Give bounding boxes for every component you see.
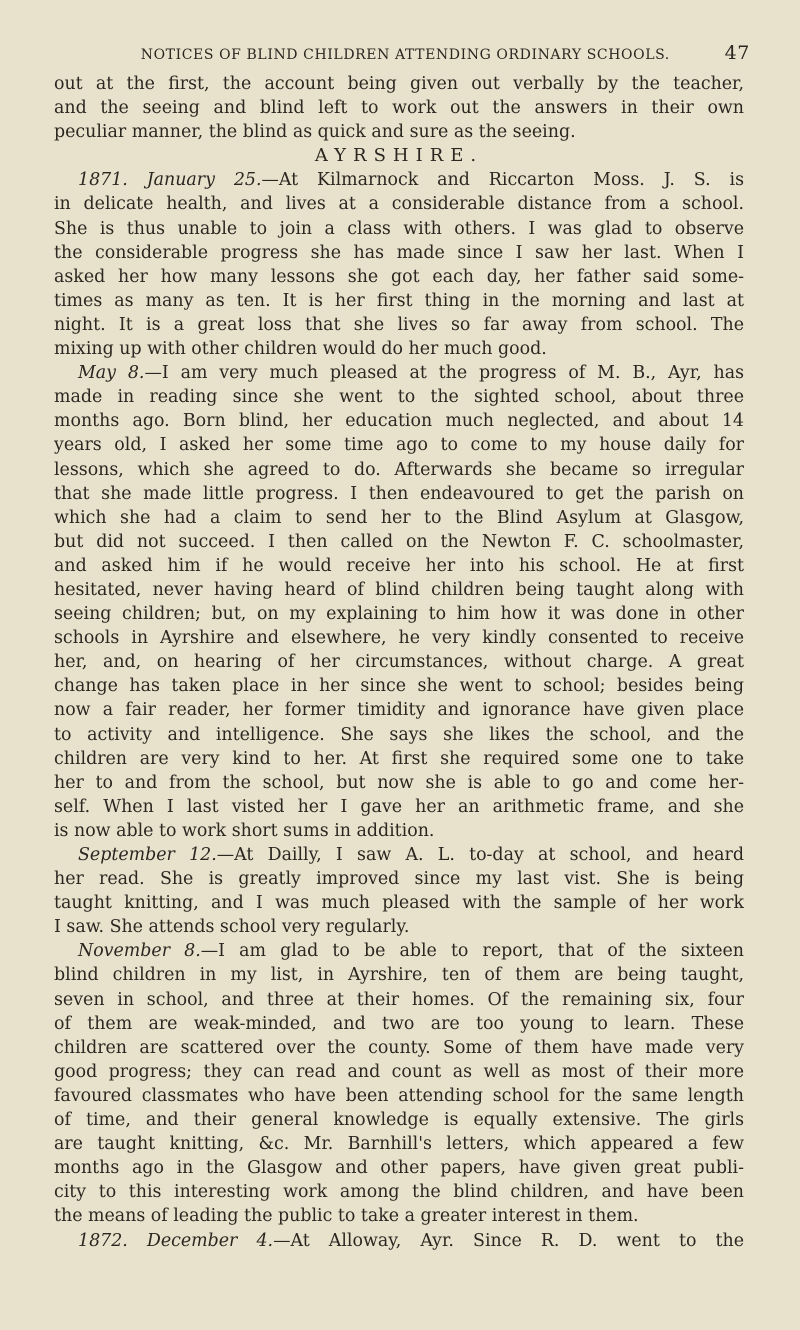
entry-date: 1871. January 25. [78, 170, 262, 191]
text-line [54, 1132, 744, 1156]
line-text: years old, I asked her some time ago to come to my house daily for [54, 435, 744, 456]
line-text: I saw. She attends school very regularly. [54, 917, 410, 938]
line-text: favoured classmates who have been attending school for the same length [54, 1085, 744, 1106]
line-text: her read. She is greatly improved since my last vist. She is being [54, 869, 744, 890]
line-text: self. When I last visted her I gave her an arithmetic frame, and she [54, 796, 744, 817]
text-line [54, 963, 744, 987]
text-line [54, 96, 744, 120]
entry-date: 1872. December 4. [78, 1230, 274, 1251]
line-text: months ago. Born blind, her education much neglected, and about 14 [54, 411, 744, 432]
line-text: made in reading since she went to the sighted school, about three [54, 387, 744, 408]
line-text: but did not succeed. I then called on the Newton F. C. schoolmaster, [54, 531, 744, 552]
text-line [54, 458, 744, 482]
text-line [54, 650, 744, 674]
line-text: hesitated, never having heard of blind children being taught along with [54, 579, 744, 600]
line-text: schools in Ayrshire and elsewhere, he very kindly consented to receive [54, 628, 744, 649]
text-line [54, 361, 744, 385]
line-text: blind children in my list, in Ayrshire, ten of them are being taught, [54, 965, 744, 986]
line-text: the considerable progress she has made since I saw her last. When I [54, 242, 744, 263]
running-head [86, 42, 750, 64]
line-text: children are very kind to her. At first she required some one to take [54, 748, 744, 769]
text-line [54, 891, 744, 915]
text-line [54, 1204, 744, 1228]
line-text: —At Kilmarnock and Riccarton Moss. J. S. is [261, 170, 744, 191]
line-text: seeing children; but, on my explaining to him how it was done in other [54, 604, 744, 625]
text-line [54, 819, 744, 843]
section-heading: AYRSHIRE. [314, 145, 484, 167]
text-line [54, 482, 744, 506]
line-text: that she made little progress. I then endeavoured to get the parish on [54, 483, 744, 504]
line-text: is now able to work short sums in addition. [54, 820, 435, 841]
body-text [54, 72, 744, 1253]
line-text: mixing up with other children would do her much good. [54, 339, 547, 360]
line-text: months ago in the Glasgow and other papers, have given great publi- [54, 1158, 744, 1179]
line-text: taught knitting, and I was much pleased with the sample of her work [54, 893, 744, 914]
text-line [54, 265, 744, 289]
running-title: NOTICES OF BLIND CHILDREN ATTENDING ORDINARY SCHOOLS. [140, 47, 670, 63]
text-line [54, 795, 744, 819]
entry-date: September 12. [78, 845, 217, 865]
text-line [54, 1229, 744, 1253]
line-text: She is thus unable to join a class with others. I was glad to observe [54, 218, 744, 239]
line-text: city to this interesting work among the blind children, and have been [54, 1182, 744, 1203]
text-line [54, 409, 744, 433]
entry-date: November 8. [78, 941, 201, 962]
text-line [54, 602, 744, 626]
line-text: now a fair reader, her former timidity and ignorance have given place [54, 700, 744, 721]
text-line [54, 1036, 744, 1060]
text-line [54, 506, 744, 530]
text-line [54, 72, 744, 96]
line-text: —I am glad to be able to report, that of the sixteen [200, 941, 744, 962]
text-line [54, 867, 744, 891]
line-text: her to and from the school, but now she is able to go and come her- [54, 772, 744, 793]
text-line [54, 120, 744, 144]
text-line [54, 385, 744, 409]
line-text: of them are weak-minded, and two are too young to learn. These [54, 1013, 744, 1034]
text-line [54, 626, 744, 650]
text-line [54, 771, 744, 795]
text-line [54, 1180, 744, 1204]
text-line [54, 289, 744, 313]
text-line [54, 554, 744, 578]
line-text: out at the first, the account being given out verbally by the teacher, [54, 74, 744, 94]
line-text: asked her how many lessons she got each day, her father said some- [54, 266, 744, 287]
text-line [54, 313, 744, 337]
text-line [54, 1012, 744, 1036]
line-text: children are scattered over the county. Some of them have made very [54, 1037, 744, 1058]
text-line [54, 988, 744, 1012]
text-line [54, 168, 744, 192]
text-line [54, 1108, 744, 1132]
line-text: seven in school, and three at their homes. Of the remaining six, four [54, 989, 744, 1010]
line-text: good progress; they can read and count as well as most of their more [54, 1061, 744, 1082]
line-text: her, and, on hearing of her circumstances, without charge. A great [54, 652, 744, 673]
line-text: which she had a claim to send her to the Blind Asylum at Glasgow, [54, 507, 744, 528]
line-text: are taught knitting, &c. Mr. Barnhill's letters, which appeared a few [54, 1134, 744, 1155]
line-text: in delicate health, and lives at a considerable distance from a school. [54, 194, 744, 215]
text-line [54, 723, 744, 747]
text-line [54, 192, 744, 216]
text-line [54, 1084, 744, 1108]
line-text: times as many as ten. It is her first thing in the morning and last at [54, 290, 744, 311]
text-line [54, 433, 744, 457]
line-text: —At Dailly, I saw A. L. to-day at school, and heard [216, 845, 744, 865]
text-line [54, 843, 744, 867]
text-line [54, 578, 744, 602]
text-line [54, 241, 744, 265]
text-line [54, 530, 744, 554]
text-line [54, 939, 744, 963]
line-text: peculiar manner, the blind as quick and sure as the seeing. [54, 122, 576, 143]
text-line [54, 337, 744, 361]
line-text: —I am very much pleased at the progress of M. B., Ayr, has [144, 363, 744, 384]
line-text: —At Alloway, Ayr. Since R. D. went to the [273, 1230, 744, 1251]
text-line [54, 1060, 744, 1084]
text-line [54, 217, 744, 241]
line-text: change has taken place in her since she went to school; besides being [54, 676, 744, 697]
text-line [54, 674, 744, 698]
line-text: lessons, which she agreed to do. Afterwards she became so irregular [54, 459, 744, 480]
text-line [54, 1156, 744, 1180]
line-text: and the seeing and blind left to work out the answers in their own [54, 98, 744, 119]
page-number: 47 [724, 42, 750, 64]
text-line [54, 915, 744, 939]
text-line [54, 747, 744, 771]
line-text: of time, and their general knowledge is equally extensive. The girls [54, 1110, 744, 1131]
line-text: to activity and intelligence. She says she likes the school, and the [54, 724, 744, 745]
entry-date: May 8. [78, 363, 145, 384]
line-text: the means of leading the public to take a greater interest in them. [54, 1206, 639, 1227]
text-line [54, 698, 744, 722]
line-text: and asked him if he would receive her into his school. He at first [54, 555, 744, 576]
line-text: night. It is a great loss that she lives so far away from school. The [54, 314, 744, 335]
